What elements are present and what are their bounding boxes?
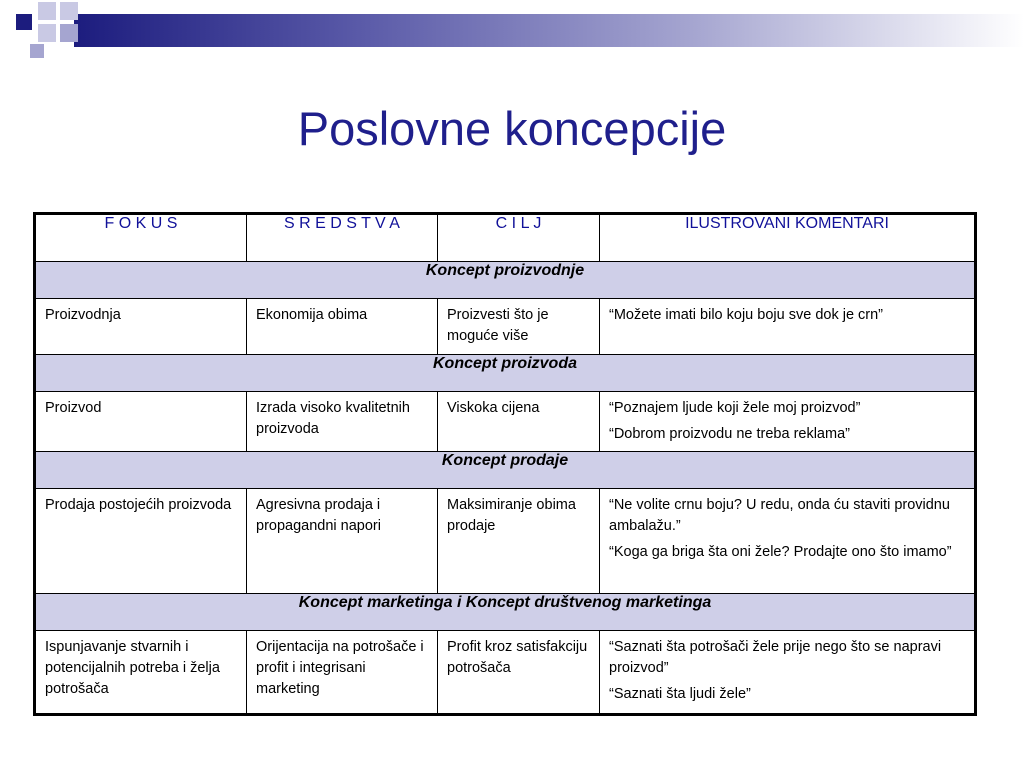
decorative-square [30, 44, 44, 58]
cell-komentari [600, 299, 976, 355]
header-komentari: ILUSTROVANI KOMENTARI [600, 214, 976, 262]
table-row [35, 392, 976, 452]
cell-cilj: Maksimiranje obima prodaje [438, 489, 600, 594]
cell-cilj: Viskoka cijena [438, 392, 600, 452]
decorative-square [60, 2, 78, 20]
decorative-square [38, 2, 56, 20]
comment-quote: “Saznati šta potrošači žele prije nego što se napravi proizvod” [609, 639, 942, 676]
comment-quote: “Ne volite crnu boju? U redu, onda ću staviti providnu ambalažu.” [609, 497, 950, 534]
header-cilj: C I L J [438, 214, 600, 262]
section-row [35, 452, 976, 489]
table-row [35, 631, 976, 715]
decorative-header-band [74, 14, 1024, 47]
cell-sredstva: Ekonomija obima [247, 299, 438, 355]
cell-fokus: Proizvodnja [35, 299, 247, 355]
header-fokus: F O K U S [35, 214, 247, 262]
comment-quote: “Možete imati bilo koju boju sve dok je crn” [609, 307, 884, 323]
section-row [35, 355, 976, 392]
section-label: Koncept proizvoda [35, 355, 976, 392]
table-row [35, 489, 976, 594]
cell-sredstva: Agresivna prodaja i propagandni napori [247, 489, 438, 594]
section-label: Koncept proizvodnje [35, 262, 976, 299]
section-label: Koncept marketinga i Koncept društvenog marketinga [35, 594, 976, 631]
decorative-square [60, 24, 78, 42]
cell-cilj: Proizvesti što je moguće više [438, 299, 600, 355]
cell-komentari [600, 631, 976, 715]
cell-sredstva: Izrada visoko kvalitetnih proizvoda [247, 392, 438, 452]
cell-fokus: Proizvod [35, 392, 247, 452]
cell-sredstva: Orijentacija na potrošače i profit i integrisani marketing [247, 631, 438, 715]
section-row [35, 262, 976, 299]
concepts-table [33, 212, 977, 716]
table-row [35, 299, 976, 355]
comment-quote: “Saznati šta ljudi žele” [609, 686, 751, 702]
cell-cilj: Profit kroz satisfakciju potrošača [438, 631, 600, 715]
slide-title: Poslovne koncepcije [297, 102, 727, 155]
comment-quote: “Dobrom proizvodu ne treba reklama” [609, 426, 850, 442]
cell-fokus: Ispunjavanje stvarnih i potencijalnih potreba i želja potrošača [35, 631, 247, 715]
cell-komentari [600, 489, 976, 594]
decorative-square [16, 14, 32, 30]
section-label: Koncept prodaje [35, 452, 976, 489]
comment-quote: “Koga ga briga šta oni žele? Prodajte ono što imamo” [609, 544, 952, 560]
decorative-square [38, 24, 56, 42]
comment-quote: “Poznajem ljude koji žele moj proizvod” [609, 400, 861, 416]
table-header-row [35, 214, 976, 262]
cell-fokus: Prodaja postojećih proizvoda [35, 489, 247, 594]
section-row [35, 594, 976, 631]
header-sredstva: S R E D S T V A [247, 214, 438, 262]
cell-komentari [600, 392, 976, 452]
